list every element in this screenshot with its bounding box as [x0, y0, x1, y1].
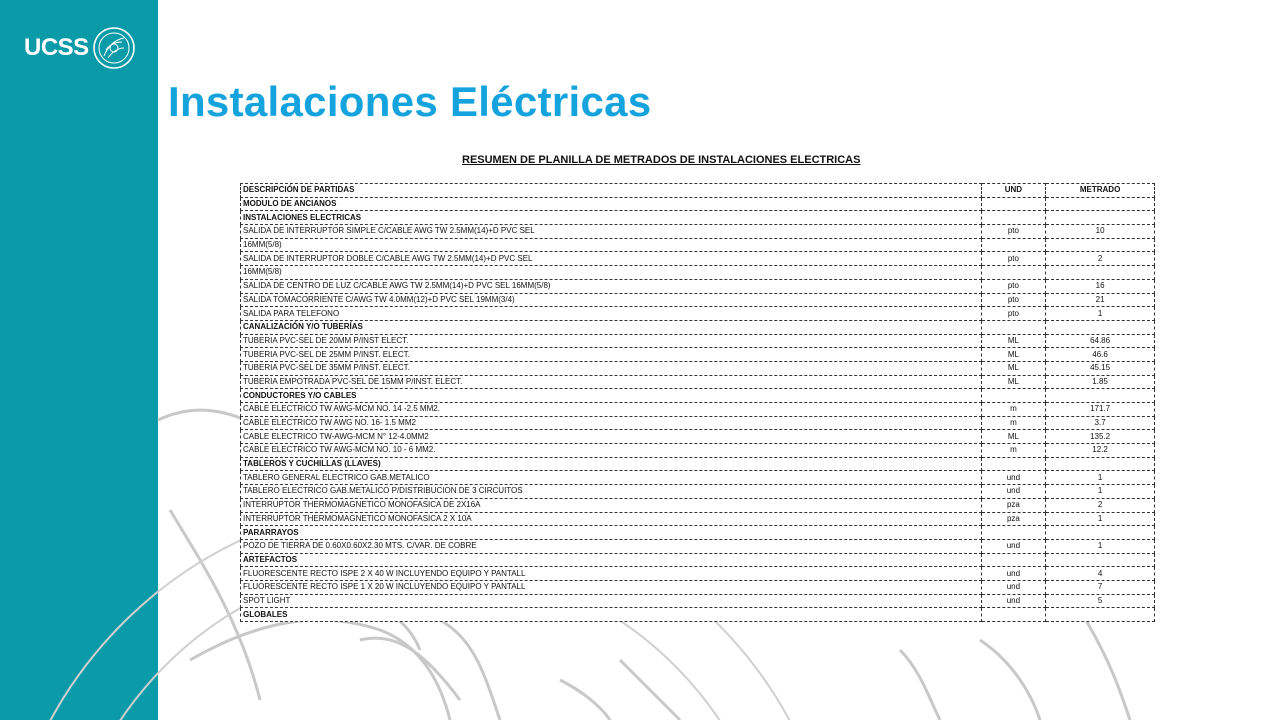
row-description: SALIDA DE INTERRUPTOR DOBLE C/CABLE AWG TW 2.5MM(14)+D PVC SEL: [241, 252, 982, 266]
row-description: 16MM(5/8): [241, 266, 982, 280]
row-metrado: 16: [1046, 279, 1155, 293]
row-metrado: 1: [1046, 485, 1155, 499]
row-unit: [981, 608, 1045, 622]
brand-sidebar: [0, 0, 158, 720]
table-row: [241, 457, 1155, 471]
row-metrado: 135.2: [1046, 430, 1155, 444]
row-metrado: 10: [1046, 225, 1155, 239]
row-unit: und: [981, 594, 1045, 608]
row-metrado: [1046, 320, 1155, 334]
row-metrado: 12.2: [1046, 444, 1155, 458]
row-description: TUBERIA PVC-SEL DE 25MM P/INST. ELECT.: [241, 348, 982, 362]
row-unit: ML: [981, 348, 1045, 362]
row-description: TUBERIA PVC-SEL DE 20MM P/INST ELECT.: [241, 334, 982, 348]
row-metrado: [1046, 553, 1155, 567]
row-description: POZO DE TIERRA DE 0.60X0.60X2.30 MTS. C/VAR. DE COBRE: [241, 539, 982, 553]
row-metrado: 64.86: [1046, 334, 1155, 348]
row-description: MODULO DE ANCIANOS: [241, 197, 982, 211]
row-metrado: 1: [1046, 539, 1155, 553]
row-metrado: [1046, 266, 1155, 280]
metrado-table: [240, 183, 1155, 622]
row-unit: pto: [981, 252, 1045, 266]
table-row: [241, 430, 1155, 444]
row-description: PARARRAYOS: [241, 526, 982, 540]
table-row: [241, 320, 1155, 334]
row-unit: [981, 320, 1045, 334]
row-metrado: 46.6: [1046, 348, 1155, 362]
row-metrado: 2: [1046, 252, 1155, 266]
row-unit: ML: [981, 375, 1045, 389]
table-row: [241, 471, 1155, 485]
table-row: [241, 567, 1155, 581]
row-description: SALIDA DE INTERRUPTOR SIMPLE C/CABLE AWG TW 2.5MM(14)+D PVC SEL: [241, 225, 982, 239]
row-unit: m: [981, 444, 1045, 458]
header-und: UND: [981, 184, 1045, 198]
row-unit: und: [981, 471, 1045, 485]
row-unit: pto: [981, 279, 1045, 293]
row-unit: ML: [981, 334, 1045, 348]
row-description: CANALIZACIÓN Y/O TUBERÍAS: [241, 320, 982, 334]
table-row: [241, 594, 1155, 608]
row-description: TUBERIA PVC-SEL DE 35MM P/INST. ELECT.: [241, 361, 982, 375]
row-unit: ML: [981, 430, 1045, 444]
row-description: INTERRUPTOR THERMOMAGNETICO MONOFASICA 2 X 10A: [241, 512, 982, 526]
row-description: TABLEROS Y CUCHILLAS (LLAVES): [241, 457, 982, 471]
row-description: FLUORESCENTE RECTO ISPE 1 X 20 W INCLUYENDO EQUIPO Y PANTALL: [241, 580, 982, 594]
row-description: ARTEFACTOS: [241, 553, 982, 567]
row-metrado: 1.85: [1046, 375, 1155, 389]
row-unit: pto: [981, 293, 1045, 307]
table-row: [241, 266, 1155, 280]
row-unit: [981, 457, 1045, 471]
table-row: [241, 361, 1155, 375]
table-row: [241, 211, 1155, 225]
table-row: [241, 375, 1155, 389]
row-unit: pto: [981, 225, 1045, 239]
row-metrado: 5: [1046, 594, 1155, 608]
row-description: CABLE ELECTRICO TW AWG-MCM NO. 14 -2.5 MM2.: [241, 403, 982, 417]
row-metrado: 7: [1046, 580, 1155, 594]
row-metrado: 4: [1046, 567, 1155, 581]
row-unit: ML: [981, 361, 1045, 375]
row-unit: [981, 553, 1045, 567]
row-description: CONDUCTORES Y/O CABLES: [241, 389, 982, 403]
row-unit: [981, 238, 1045, 252]
row-metrado: 1: [1046, 512, 1155, 526]
row-metrado: 3.7: [1046, 416, 1155, 430]
row-unit: [981, 211, 1045, 225]
row-unit: m: [981, 403, 1045, 417]
row-description: TABLERO GENERAL ELECTRICO GAB.METALICO: [241, 471, 982, 485]
row-metrado: 45.15: [1046, 361, 1155, 375]
header-metrado: METRADO: [1046, 184, 1155, 198]
row-description: CABLE ELECTRICO TW-AWG-MCM N° 12-4.0MM2: [241, 430, 982, 444]
table-row: [241, 348, 1155, 362]
table-row: [241, 444, 1155, 458]
university-seal-icon: [92, 26, 136, 70]
table-row: [241, 485, 1155, 499]
table-row: [241, 307, 1155, 321]
ucss-logo[interactable]: [24, 26, 136, 70]
row-metrado: [1046, 526, 1155, 540]
row-metrado: [1046, 457, 1155, 471]
row-description: CABLE ELECTRICO TW AWG NO. 16- 1.5 MM2: [241, 416, 982, 430]
table-row: [241, 512, 1155, 526]
row-metrado: 21: [1046, 293, 1155, 307]
row-metrado: [1046, 389, 1155, 403]
row-unit: [981, 266, 1045, 280]
row-unit: und: [981, 485, 1045, 499]
row-description: SALIDA TOMACORRIENTE C/AWG TW 4.0MM(12)+D PVC SEL 19MM(3/4): [241, 293, 982, 307]
row-description: GLOBALES: [241, 608, 982, 622]
header-desc: DESCRIPCIÓN DE PARTIDAS: [241, 184, 982, 198]
table-row: [241, 293, 1155, 307]
table-body: [241, 197, 1155, 621]
table-row: [241, 553, 1155, 567]
row-unit: [981, 526, 1045, 540]
row-metrado: [1046, 608, 1155, 622]
row-unit: und: [981, 539, 1045, 553]
row-unit: und: [981, 567, 1045, 581]
page-title: Instalaciones Eléctricas: [168, 78, 652, 125]
row-metrado: [1046, 238, 1155, 252]
table-row: [241, 526, 1155, 540]
document-title: RESUMEN DE PLANILLA DE METRADOS DE INSTALACIONES ELECTRICAS: [462, 154, 861, 166]
table-row: [241, 279, 1155, 293]
row-description: 16MM(5/8): [241, 238, 982, 252]
table-row: [241, 416, 1155, 430]
table-row: [241, 197, 1155, 211]
row-description: INSTALACIONES ELECTRICAS: [241, 211, 982, 225]
row-description: SALIDA DE CENTRO DE LUZ C/CABLE AWG TW 2.5MM(14)+D PVC SEL 16MM(5/8): [241, 279, 982, 293]
table-row: [241, 389, 1155, 403]
row-metrado: 2: [1046, 498, 1155, 512]
table-row: [241, 334, 1155, 348]
row-description: FLUORESCENTE RECTO ISPE 2 X 40 W INCLUYENDO EQUIPO Y PANTALL: [241, 567, 982, 581]
row-unit: pto: [981, 307, 1045, 321]
row-unit: pza: [981, 512, 1045, 526]
row-metrado: [1046, 211, 1155, 225]
row-unit: pza: [981, 498, 1045, 512]
table-header-row: [241, 184, 1155, 198]
row-metrado: [1046, 197, 1155, 211]
table-row: [241, 403, 1155, 417]
row-unit: [981, 197, 1045, 211]
table-row: [241, 580, 1155, 594]
row-metrado: 1: [1046, 307, 1155, 321]
table-row: [241, 498, 1155, 512]
row-description: CABLE ELECTRICO TW AWG-MCM NO. 10 - 6 MM2.: [241, 444, 982, 458]
row-description: TUBERIA EMPOTRADA PVC-SEL DE 15MM P/INST. ELECT.: [241, 375, 982, 389]
table-row: [241, 225, 1155, 239]
row-unit: [981, 389, 1045, 403]
row-unit: und: [981, 580, 1045, 594]
row-unit: m: [981, 416, 1045, 430]
row-description: TABLERO ELECTRICO GAB.METALICO P/DISTRIBUCION DE 3 CIRCUITOS: [241, 485, 982, 499]
table-row: [241, 238, 1155, 252]
table-row: [241, 608, 1155, 622]
logo-text: UCSS: [24, 34, 89, 61]
row-description: SALIDA PARA TELEFONO: [241, 307, 982, 321]
row-description: SPOT LIGHT: [241, 594, 982, 608]
row-metrado: 171.7: [1046, 403, 1155, 417]
table-row: [241, 539, 1155, 553]
row-description: INTERRUPTOR THERMOMAGNETICO MONOFASICA DE 2X16A: [241, 498, 982, 512]
row-metrado: 1: [1046, 471, 1155, 485]
table-row: [241, 252, 1155, 266]
